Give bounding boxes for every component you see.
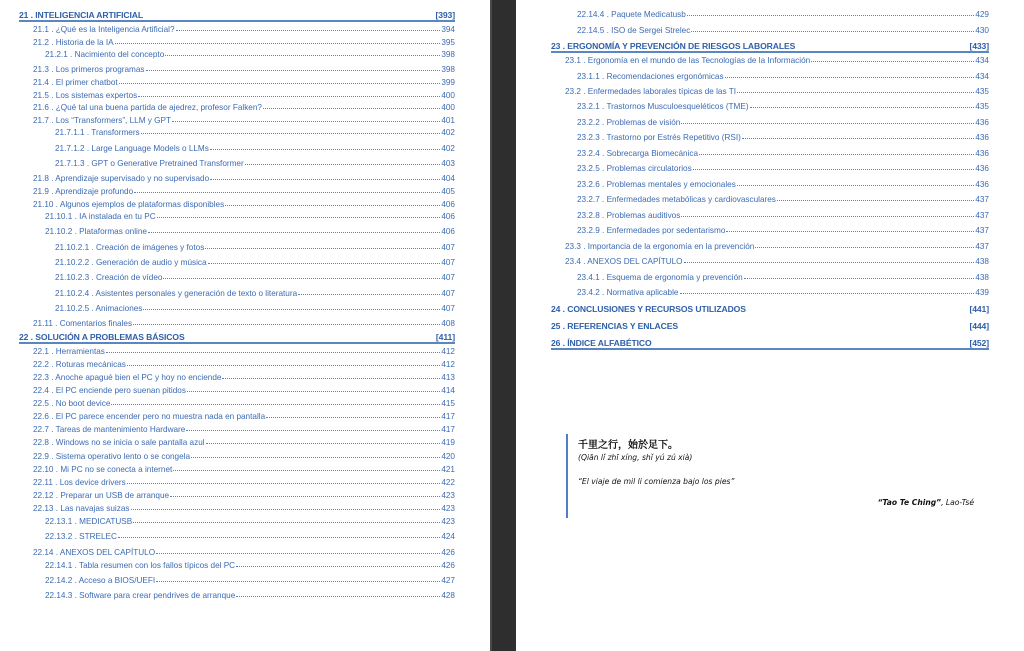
toc-entry-page: 424 xyxy=(441,532,455,542)
toc-entry-label: 22.13 . Las navajas suizas xyxy=(33,503,130,513)
toc-entry[interactable] xyxy=(551,288,989,298)
dot-leader xyxy=(127,477,441,484)
toc-entry-label: 23.3 . Importancia de la ergonomía en la prevención xyxy=(565,241,755,251)
chapter-22-heading[interactable] xyxy=(19,332,455,344)
quote-pinyin: (Qiān lǐ zhī xíng, shǐ yú zú xià) xyxy=(578,453,693,462)
toc-entry-page: 402 xyxy=(441,143,455,153)
dot-leader xyxy=(148,226,440,233)
table-of-contents-right xyxy=(551,10,989,350)
toc-entry-label: 22.14.2 . Acceso a BIOS/UEFI xyxy=(45,576,156,585)
toc-entry-label: 22.1 . Herramientas xyxy=(33,346,105,356)
toc-entry[interactable] xyxy=(19,386,455,396)
toc-entry-page: 400 xyxy=(441,103,455,113)
toc-entry[interactable] xyxy=(19,517,455,527)
toc-entry[interactable] xyxy=(19,347,455,357)
toc-entry-label: 21.10.2.3 . Creación de vídeo xyxy=(55,273,163,283)
toc-entry[interactable] xyxy=(19,25,455,35)
toc-entry[interactable] xyxy=(551,195,989,205)
toc-entry-label: 21.5 . Los sistemas expertos xyxy=(33,90,138,100)
toc-entry-page: 403 xyxy=(441,159,455,169)
toc-entry-label: 22.5 . No boot device xyxy=(33,399,111,409)
chapter-23-entries xyxy=(551,56,989,298)
toc-entry[interactable] xyxy=(551,10,989,20)
toc-entry-label: 22.13.2 . STRELEC xyxy=(45,532,117,542)
toc-entry-label: 22.14.3 . Software para crear pendrives de arranque xyxy=(45,591,236,601)
dot-leader xyxy=(191,451,440,458)
toc-entry-page: 439 xyxy=(975,288,989,298)
toc-entry-page: 405 xyxy=(441,186,455,196)
dot-leader xyxy=(186,424,440,431)
chapter-title: 26 . ÍNDICE ALFABÉTICO xyxy=(551,338,652,349)
toc-entry-label: 22.7 . Tareas de mantenimiento Hardware xyxy=(33,425,186,435)
toc-entry[interactable] xyxy=(551,72,989,82)
toc-entry-label: 21.10.2.4 . Asistentes personales y generación de texto o literatura xyxy=(55,288,298,298)
toc-entry-page: 415 xyxy=(441,399,455,409)
chapter-21-heading[interactable] xyxy=(19,10,455,22)
dot-leader xyxy=(118,531,440,538)
chapter-title: 21 . INTELIGENCIA ARTIFICIAL xyxy=(19,10,144,20)
dot-leader xyxy=(111,398,440,405)
dot-leader xyxy=(173,464,440,471)
toc-entry-page: 394 xyxy=(441,25,455,34)
toc-entry-label: 23.2.5 . Problemas circulatorios xyxy=(577,164,692,174)
toc-entry-page: 428 xyxy=(441,591,455,601)
chapter-23-heading[interactable] xyxy=(551,41,989,53)
toc-entry-label: 23.2.9 . Enfermedades por sedentarismo xyxy=(577,226,726,236)
chapter-page: [433] xyxy=(969,41,989,52)
toc-entry-page: 407 xyxy=(441,303,455,313)
chapter-page: [441] xyxy=(969,304,989,315)
dot-leader xyxy=(165,49,440,56)
dot-leader xyxy=(115,37,441,44)
toc-entry-page: 407 xyxy=(441,258,455,268)
toc-entry-label: 22.8 . Windows no se inicia o sale pantalla azul xyxy=(33,438,205,448)
dot-leader xyxy=(236,590,440,597)
dot-leader xyxy=(742,132,975,139)
quote-chinese: 千里之行，始於足下。 xyxy=(578,440,678,451)
dot-leader xyxy=(236,560,440,567)
toc-entry-page: 427 xyxy=(441,576,455,585)
toc-entry-label: 21.3 . Los primeros programas xyxy=(33,65,145,75)
toc-entry-page: 426 xyxy=(441,560,455,570)
toc-entry[interactable] xyxy=(551,102,989,112)
toc-entry[interactable] xyxy=(19,412,455,422)
toc-entry-page: 437 xyxy=(975,210,989,220)
toc-entry[interactable] xyxy=(19,504,455,514)
dot-leader xyxy=(133,318,440,325)
chapter-title: 24 . CONCLUSIONES Y RECURSOS UTILIZADOS xyxy=(551,304,746,315)
toc-entry[interactable] xyxy=(19,478,455,488)
toc-entry-label: 23.4.1 . Esquema de ergonomía y prevención xyxy=(577,272,743,282)
toc-entry[interactable] xyxy=(19,532,455,542)
dot-leader xyxy=(205,242,440,249)
toc-entry-page: 426 xyxy=(441,547,455,557)
toc-entry[interactable] xyxy=(551,257,989,267)
toc-entry-page: 438 xyxy=(975,272,989,282)
dot-leader xyxy=(138,90,440,97)
toc-entry-label: 21.10.2 . Plataformas online xyxy=(45,227,147,237)
toc-entry[interactable] xyxy=(19,438,455,448)
toc-entry-label: 22.4 . El PC enciende pero suenan pitidos xyxy=(33,386,186,396)
chapter-22-entries-continued xyxy=(551,10,989,36)
dot-leader xyxy=(206,437,441,444)
toc-entry[interactable] xyxy=(19,243,455,253)
dot-leader xyxy=(143,303,440,310)
dot-leader xyxy=(163,272,440,279)
toc-entry-label: 23.2.6 . Problemas mentales y emocionales xyxy=(577,179,736,189)
dot-leader xyxy=(127,359,440,366)
toc-entry[interactable] xyxy=(551,226,989,236)
toc-entry-label: 22.6 . El PC parece encender pero no muestra nada en pantalla xyxy=(33,412,266,422)
toc-entry-label: 22.14.4 . Paquete Medicatusb xyxy=(577,10,686,19)
dot-leader xyxy=(176,24,441,31)
toc-entry-label: 22.14.5 . ISO de Sergei Strelec xyxy=(577,25,691,35)
dot-leader xyxy=(263,102,440,109)
toc-entry-label: 23.2 . Enfermedades laborales típicas de las TI xyxy=(565,87,736,97)
toc-entry-label: 22.14 . ANEXOS DEL CAPÍTULO xyxy=(33,547,156,557)
toc-entry[interactable] xyxy=(19,491,455,501)
toc-entry-page: 437 xyxy=(975,226,989,236)
toc-entry-label: 22.12 . Preparar un USB de arranque xyxy=(33,490,170,500)
toc-entry[interactable] xyxy=(19,38,455,48)
toc-entry[interactable] xyxy=(551,273,989,283)
toc-entry[interactable] xyxy=(19,212,455,222)
toc-entry-page: 437 xyxy=(975,241,989,251)
dot-leader xyxy=(170,490,440,497)
toc-entry-page: 437 xyxy=(975,195,989,205)
toc-entry[interactable] xyxy=(19,187,455,197)
toc-entry[interactable] xyxy=(551,133,989,143)
toc-entry[interactable] xyxy=(19,304,455,314)
toc-entry-label: 22.14.1 . Tabla resumen con los fallos típicos del PC xyxy=(45,560,236,570)
toc-entry-page: 407 xyxy=(441,288,455,298)
toc-entry[interactable] xyxy=(19,273,455,283)
toc-entry[interactable] xyxy=(19,289,455,299)
toc-entry[interactable] xyxy=(551,180,989,190)
dot-leader xyxy=(187,385,440,392)
toc-entry-page: 406 xyxy=(441,227,455,237)
toc-entry[interactable] xyxy=(19,425,455,435)
quote-author: , Lao-Tsé xyxy=(941,498,974,507)
toc-entry-label: 23.1.1 . Recomendaciones ergonómicas xyxy=(577,71,724,81)
toc-entry-page: 436 xyxy=(975,148,989,158)
toc-entry-page: 419 xyxy=(441,438,455,448)
dot-leader xyxy=(210,143,440,150)
quote-book: “Tao Te Ching” xyxy=(877,498,942,507)
toc-entry[interactable] xyxy=(551,87,989,97)
dot-leader xyxy=(156,575,440,582)
toc-entry-label: 21.7.1.2 . Large Language Models o LLMs xyxy=(55,143,209,153)
dot-leader xyxy=(699,148,974,155)
dot-leader xyxy=(725,71,975,78)
toc-entry-page: 436 xyxy=(975,117,989,127)
dot-leader xyxy=(131,503,441,510)
table-of-contents-left xyxy=(19,10,455,607)
toc-entry-page: 423 xyxy=(441,517,455,527)
dot-leader xyxy=(141,127,441,134)
dot-leader xyxy=(156,547,440,554)
toc-entry-label: 21.4 . El primer chatbot xyxy=(33,78,118,88)
toc-entry[interactable] xyxy=(19,258,455,268)
toc-entry-page: 429 xyxy=(975,10,989,19)
toc-entry[interactable] xyxy=(19,91,455,101)
toc-entry-page: 399 xyxy=(441,78,455,88)
toc-entry-label: 23.2.3 . Trastorno por Estrés Repetitivo (RSI) xyxy=(577,133,741,143)
toc-entry-label: 23.1 . Ergonomía en el mundo de las Tecnologías de la Información xyxy=(565,56,811,66)
toc-entry-label: 23.2.7 . Enfermedades metabólicas y cardiovasculares xyxy=(577,195,776,205)
chapter-title: 25 . REFERENCIAS Y ENLACES xyxy=(551,321,678,332)
toc-entry-label: 21.1 . ¿Qué es la Inteligencia Artificial? xyxy=(33,25,175,34)
toc-entry-page: 436 xyxy=(975,133,989,143)
chapter-25-heading[interactable] xyxy=(551,321,989,331)
toc-entry[interactable] xyxy=(19,360,455,370)
toc-entry-page: 412 xyxy=(441,359,455,369)
dot-leader xyxy=(210,173,440,180)
toc-entry-label: 22.10 . Mi PC no se conecta a internet xyxy=(33,464,173,474)
toc-entry-label: 21.2 . Historia de la IA xyxy=(33,37,114,47)
toc-entry-page: 402 xyxy=(441,128,455,138)
toc-entry[interactable] xyxy=(551,149,989,159)
toc-entry-label: 21.10 . Algunos ejemplos de plataformas disponibles xyxy=(33,199,225,209)
dot-leader xyxy=(133,516,440,523)
dot-leader xyxy=(157,211,441,218)
toc-entry-label: 22.3 . Anoche apagué bien el PC y hoy no enciende xyxy=(33,372,222,382)
toc-entry[interactable] xyxy=(19,227,455,237)
toc-entry-label: 23.2.4 . Sobrecarga Biomecánica xyxy=(577,148,699,158)
dot-leader xyxy=(106,346,440,353)
toc-entry-label: 23.2.8 . Problemas auditivos xyxy=(577,210,681,220)
dot-leader xyxy=(119,77,441,84)
dot-leader xyxy=(680,287,975,294)
dot-leader xyxy=(172,115,440,122)
toc-entry-page: 404 xyxy=(441,174,455,184)
dot-leader xyxy=(693,163,975,170)
toc-entry-label: 21.2.1 . Nacimiento del concepto xyxy=(45,50,165,60)
dot-leader xyxy=(691,25,974,32)
toc-entry-page: 436 xyxy=(975,179,989,189)
dot-leader xyxy=(298,288,440,295)
toc-entry-page: 417 xyxy=(441,412,455,422)
toc-entry-page: 436 xyxy=(975,164,989,174)
dot-leader xyxy=(687,9,975,16)
toc-entry-page: 417 xyxy=(441,425,455,435)
toc-entry-page: 406 xyxy=(441,199,455,209)
page-gutter xyxy=(490,0,516,651)
toc-entry[interactable] xyxy=(19,319,455,329)
dot-leader xyxy=(726,225,974,232)
toc-entry-page: 434 xyxy=(975,56,989,66)
toc-entry-label: 23.2.2 . Problemas de visión xyxy=(577,117,681,127)
dot-leader xyxy=(266,411,440,418)
chapter-page: [452] xyxy=(969,338,989,349)
toc-entry-label: 22.11 . Los device drivers xyxy=(33,477,126,487)
toc-entry[interactable] xyxy=(19,116,455,126)
toc-entry[interactable] xyxy=(19,128,455,138)
dot-leader xyxy=(737,86,974,93)
toc-entry-label: 23.2.1 . Trastornos Musculoesqueléticos (TME) xyxy=(577,102,749,112)
chapter-22-entries xyxy=(19,347,455,602)
dot-leader xyxy=(750,101,975,108)
chapter-page: [444] xyxy=(969,321,989,332)
dot-leader xyxy=(684,256,975,263)
toc-entry[interactable] xyxy=(551,56,989,66)
chapter-21-entries xyxy=(19,25,455,329)
toc-entry-page: 420 xyxy=(441,451,455,461)
toc-entry-page: 401 xyxy=(441,115,455,125)
chapter-title: 22 . SOLUCIÓN A PROBLEMAS BÁSICOS xyxy=(19,331,185,342)
toc-entry-label: 23.4.2 . Normativa aplicable xyxy=(577,288,679,298)
toc-entry[interactable] xyxy=(19,159,455,169)
dot-leader xyxy=(681,210,974,217)
dot-leader xyxy=(134,186,440,193)
toc-entry[interactable] xyxy=(551,242,989,252)
toc-entry-label: 21.6 . ¿Qué tal una buena partida de ajedrez, profesor Falken? xyxy=(33,103,262,113)
toc-entry-label: 21.8 . Aprendizaje supervisado y no supervisado xyxy=(33,174,210,184)
toc-entry-page: 423 xyxy=(441,503,455,513)
toc-entry[interactable] xyxy=(19,65,455,75)
dot-leader xyxy=(777,194,974,201)
toc-entry-page: 435 xyxy=(975,87,989,97)
toc-entry-page: 422 xyxy=(441,477,455,487)
dot-leader xyxy=(811,55,974,62)
toc-entry[interactable] xyxy=(551,26,989,36)
toc-entry[interactable] xyxy=(19,465,455,475)
dot-leader xyxy=(737,179,974,186)
dot-leader xyxy=(208,257,441,264)
toc-entry-label: 21.10.2.5 . Animaciones xyxy=(55,303,143,313)
dot-leader xyxy=(225,199,440,206)
toc-entry-page: 398 xyxy=(441,50,455,60)
toc-entry[interactable] xyxy=(19,399,455,409)
chapter-26-heading[interactable] xyxy=(551,338,989,350)
toc-entry[interactable] xyxy=(19,576,455,586)
toc-entry-page: 434 xyxy=(975,71,989,81)
quote-attribution xyxy=(578,498,976,507)
toc-entry-label: 22.9 . Sistema operativo lento o se congela xyxy=(33,451,191,461)
toc-entry[interactable] xyxy=(19,103,455,113)
toc-entry-page: 423 xyxy=(441,490,455,500)
chapter-24-heading[interactable] xyxy=(551,304,989,314)
toc-entry[interactable] xyxy=(19,561,455,571)
toc-entry[interactable] xyxy=(551,118,989,128)
toc-entry-label: 21.7 . Los “Transformers”, LLM y GPT xyxy=(33,115,172,125)
toc-entry-label: 21.10.1 . IA instalada en tu PC xyxy=(45,212,156,222)
toc-entry[interactable] xyxy=(19,50,455,60)
toc-entry[interactable] xyxy=(19,548,455,558)
dot-leader xyxy=(146,64,441,71)
toc-entry[interactable] xyxy=(19,591,455,601)
epigraph-quote xyxy=(566,434,976,518)
toc-entry-page: 407 xyxy=(441,273,455,283)
toc-entry-label: 21.10.2.2 . Generación de audio y música xyxy=(55,258,207,268)
toc-entry-label: 22.13.1 . MEDICATUSB xyxy=(45,517,133,527)
toc-entry-page: 413 xyxy=(441,372,455,382)
toc-entry[interactable] xyxy=(19,452,455,462)
toc-entry-page: 395 xyxy=(441,37,455,47)
document-page-left xyxy=(0,0,490,651)
toc-entry[interactable] xyxy=(19,144,455,154)
toc-entry[interactable] xyxy=(19,174,455,184)
document-page-right xyxy=(516,0,1024,651)
quote-translation: “El viaje de mil li comienza bajo los pies” xyxy=(578,477,735,486)
dot-leader xyxy=(744,272,975,279)
toc-entry[interactable] xyxy=(19,373,455,383)
toc-entry[interactable] xyxy=(19,78,455,88)
toc-entry[interactable] xyxy=(551,164,989,174)
dot-leader xyxy=(222,372,440,379)
toc-entry-label: 21.7.1.1 . Transformers xyxy=(55,128,140,138)
toc-entry[interactable] xyxy=(551,211,989,221)
chapter-page: [411] xyxy=(435,331,455,342)
dot-leader xyxy=(245,158,441,165)
toc-entry-label: 21.9 . Aprendizaje profundo xyxy=(33,186,134,196)
toc-entry-page: 400 xyxy=(441,90,455,100)
toc-entry-label: 23.4 . ANEXOS DEL CAPÍTULO xyxy=(565,257,683,267)
dot-leader xyxy=(755,241,974,248)
toc-entry-label: 21.11 . Comentarios finales xyxy=(33,319,133,329)
toc-entry-page: 414 xyxy=(441,386,455,396)
toc-entry-page: 438 xyxy=(975,257,989,267)
toc-entry-page: 407 xyxy=(441,242,455,252)
toc-entry-page: 412 xyxy=(441,346,455,356)
toc-entry-label: 22.2 . Roturas mecánicas xyxy=(33,359,126,369)
toc-entry-page: 421 xyxy=(441,464,455,474)
toc-entry-label: 21.10.2.1 . Creación de imágenes y fotos xyxy=(55,242,205,252)
toc-entry-page: 406 xyxy=(441,212,455,222)
toc-entry-label: 21.7.1.3 . GPT o Generative Pretrained Transformer xyxy=(55,159,244,169)
toc-entry-page: 408 xyxy=(441,319,455,329)
toc-entry[interactable] xyxy=(19,200,455,210)
chapter-page: [393] xyxy=(435,10,455,20)
toc-entry-page: 398 xyxy=(441,65,455,75)
dot-leader xyxy=(681,117,974,124)
toc-entry-page: 430 xyxy=(975,25,989,35)
chapter-title: 23 . ERGONOMÍA Y PREVENCIÓN DE RIESGOS LABORALES xyxy=(551,41,796,52)
toc-entry-page: 435 xyxy=(975,102,989,112)
